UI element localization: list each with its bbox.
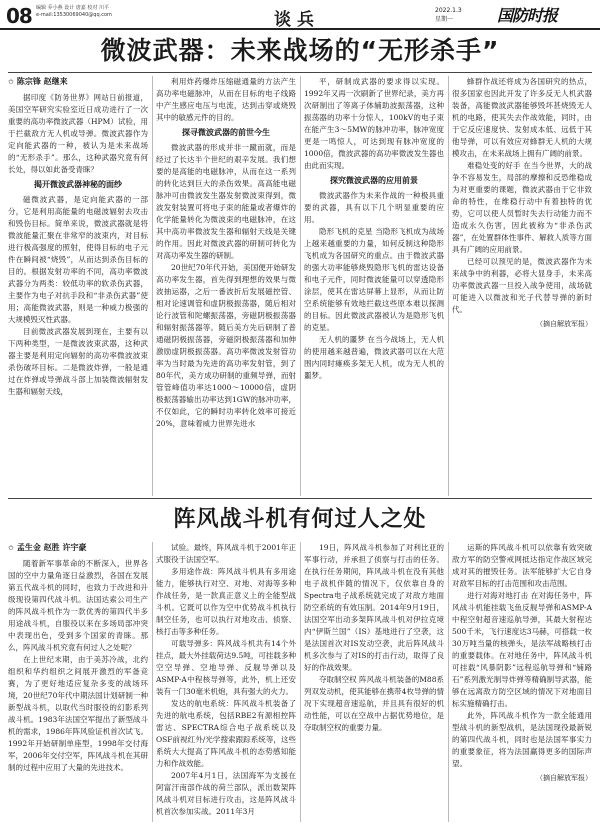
article1-headline: 微波武器：未来战场的“无形杀手” <box>100 36 500 65</box>
article1-col3 <box>304 76 444 496</box>
article1-subhead: 探究微波武器的应用前景 <box>330 176 418 185</box>
article1-paragraph: 微波武器的形成并非一蹴而就，而是经过了长达半个世纪的艰辛发展。我们想要的是高能的电磁脉冲，从而在这一系列的转化达到巨大的杀伤效果。高高能电磁脉冲可由微波发生器发射微波束得到，微波发射装置可将电子束的能量或者爆炸的化学能量转化为微波束的电磁脉冲，在这其中高功率微波发生器和辐射天线是关键的作用。因此对微波武器的研制可转化为对高功率发生器的研制。 <box>156 143 296 260</box>
divider <box>8 72 592 73</box>
article1-paragraph: 蜂群作战还将成为各国研究的热点，很多国家也因此开发了许多反无人机武器装备，高能微波武器能够毁坏甚烧毁无人机的电路，使其失去作战效能，同时，由于它反应速度快、发射成本低、远低于其他导弹，可以有效应对蜂群无人机的大规模攻击，在未来战场上拥有广阔的前景。 <box>452 77 592 158</box>
article1-paragraph: 微波武器作为未来作战的一种极具重要的武器，具有以下几个明显重要的应用。 <box>304 191 444 224</box>
newspaper-logo: 国防时报 <box>497 6 558 25</box>
section-title <box>274 5 320 30</box>
article1-paragraph: 难稳处变的好手 在当今世界，大的战争不容易发生，局部的摩擦和反恐维稳成为对更重要的课题，微波武器由于它非致命的特性，在维稳行动中有着独特的优势，它可以使人员暂时失去行动能力而不造成永久伤害，因此被称为“非杀伤武器”，在处置群体性事件、解救人质等方面具有广阔的应用前景。 <box>452 161 592 254</box>
column-divider <box>152 76 153 496</box>
article2-headline: 阵风战斗机有何过人之处 <box>173 507 427 532</box>
article2-byline: ✩ 孟生金 赵胜 许宇豪 <box>8 543 87 552</box>
article1-byline: ✩ 陈宗锋 赵继来 <box>8 77 68 86</box>
issue-date-block <box>435 6 462 24</box>
divider <box>8 498 592 499</box>
article1-paragraph: 目前微波武器发展到现在，主要有以下两种类型，一是微波波束武器，这种武器主要是利用定向辐射的高功率微波波束杀伤破坏目标。二是微波炸弹，一般是通过在炸弹或导弹战斗部上加装微波辐射发生器和辐射天线， <box>8 327 148 396</box>
star-icon: ✩ <box>8 544 14 552</box>
article2-paragraph: 试验。最终，阵风战斗机于2001年正式服役于法国空军。 <box>156 543 296 564</box>
column-divider <box>300 76 301 496</box>
editors-line: 编辑 乔小燕 设计 唐嘉 校对 川平 <box>36 5 109 11</box>
article1-col2 <box>156 76 296 496</box>
article2-col2 <box>156 542 296 822</box>
column-divider <box>448 542 449 822</box>
star-icon: ✩ <box>8 78 14 86</box>
article2-paragraph: 运斯的阵风战斗机可以依靠有效突破敌方军的防空警戒网抵达指定作战区域完成对其的摧毁任务。法军能够扩大它自身对敌军目标的打击范围和攻击范围。 <box>452 543 592 588</box>
article1-paragraph: 隐形飞机的克星 当隐形飞机成为战场上越来越重要的力量，如何反制这种隐形飞机成为各国研究的重点。由于微波武器的强大功率能够烧毁隐形飞机的雷达设备和电子元件，同时微波能量可以穿透隐形涂层，使其在雷达屏幕上显形，从而让防空系统能够有效地拦截这些原本难以探测的目标。因此微波武器被认为是隐形飞机的克星。 <box>304 227 444 332</box>
masthead <box>0 0 600 30</box>
article2-col3 <box>304 542 444 822</box>
column-divider <box>300 542 301 822</box>
article1-paragraph: 已经可以预见的是，微波武器作为未来战争中的利器，必将大显身手，未来高功率微波武器一旦投入战争使用，战场就可能进入以微波和光子代替导弹的新时代。 <box>452 257 592 314</box>
article2-paragraph: 2007年4月1日，法国海军为支援在阿富汗南部作战的荷兰部队，派出数架阵风战斗机对目标进行攻击，这是阵风战斗机首次参加实战。2011年3月 <box>156 771 296 816</box>
page-number: 08 <box>6 4 32 28</box>
issue-weekday: 星期一 <box>435 16 454 23</box>
article1-signature: （摘自解放军报） <box>536 320 592 328</box>
article2-paragraph: 多用途作战：阵风战斗机具有多用途能力，能够执行对空、对地、对海等多种作战任务，是一款真正意义上的全能型战斗机。它既可以作为空中优势战斗机执行制空任务，也可以执行对地攻击、侦察、核打击等多种任务。 <box>156 567 296 636</box>
article2-paragraph: 19日，阵风战斗机参加了对利比亚的军事行动，并承担了侦察与打击的任务。在执行任务期间，阵风战斗机在没有其他电子战机伴随的情况下，仅依靠自身的Spectra电子战系统就完成了对敌方地面防空系统的有效压制。2014年9月19日，法国空军出动多架阵风战斗机对伊拉克境内“伊斯兰国”（IS）基地进行了空袭，这是法国首次对IS发动空袭，此后阵风战斗机多次参与了对IS的打击行动，取得了良好的作战效果。 <box>304 543 444 672</box>
article2-col4 <box>452 542 592 822</box>
article2-col1 <box>8 542 148 822</box>
article1-paragraph: 据印度《防务世界》网站日前报道，美国空军研究实验室近日成功进行了一次重要的高功率微波武器（HPM）试验，用于拦截敌方无人机或导弹。微波武器作为定向能武器的一种，被认为是未来战场的“无形杀手”。那么，这种武器究竟有何长处，得以如此备受青睐？ <box>8 93 148 174</box>
article2-paragraph: 进行对海对地打击 在对海任务中，阵风战斗机能挂载飞鱼反舰导弹和ASMP-A中程空射超音速巡航导弹，其最大射程达500千米，飞行速度达3马赫，可搭载一枚30万吨当量的核弹头，是法军战略核打击的重要载体。在对地任务中，阵风战斗机可挂载“风暴阴影”远程巡航导弹和“铺路石”系列激光制导炸弹等精确制导武器，能够在远离敌方防空区域的情况下对地面目标实施精确打击。 <box>452 591 592 708</box>
article2-paragraph: 夺取制空权 阵风战斗机装备的M88系列双发动机，使其能够在携带4枚导弹的情况下实现超音速巡航，并且具有很好的机动性能，可以在空战中占据优势地位，是夺取制空权的重要力量。 <box>304 675 444 732</box>
article2-paragraph: 发达的航电系统：阵风战斗机装备了先进的航电系统，包括RBE2有源相控阵雷达、SPECTRA综合电子战系统以及OSF前视红外/光学搜索跟踪系统等，这些系统大大提高了阵风战斗机的态势感知能力和作战效能。 <box>156 699 296 768</box>
section-title-text: 谈兵 <box>274 10 320 30</box>
article1-paragraph: 20世纪70年代开始，美国便开始研发高功率发生器，首先得到理想的效果与微波抽运器，之后一番波折后发展磁控管、相对论速调管和虚阴极振荡器，随后相对论行波管和陀螺振荡器，旁磁阴极振荡器和辐射振荡器等。随后美方先后研制了普通磁阴极振荡器，旁磁阴极振荡器和加伸激励虚阴极振荡器。高功率微波发射管功率为当时最为先进的高功率发射管，到了80年代，美方成功研制的重频导弹，而射管管峰值功率达1000～10000倍，虚阴极振荡器输出功率达到1GW的脉冲功率，不仅如此，它的瞬时功率转化效率可接近20%，意味着威力世界先进水 <box>156 263 296 428</box>
issue-date: 2022.1.3 <box>435 7 462 14</box>
article2-paragraph: 此外，阵风战斗机作为一款全能通用型战斗机的新型战机，是法国现役最新锐的第四代战斗机，同时也是法国军事实力的重要象征，将为法国赢得更多的国际声望。 <box>452 711 592 768</box>
article1-paragraph: 无人机的噩梦 在当今战场上，无人机的使用越来越普遍，微波武器可以在大范围内同时瘫痪多架无人机，成为无人机的噩梦。 <box>304 335 444 380</box>
article2-paragraph: 随着新军事革命的不断深入，世界各国的空中力量角逐日益激烈，各国在发展第五代战斗机的同时，也致力于改进和升级现役第四代战斗机。法国达索公司生产的阵风战斗机作为一款优秀的第四代半多用途战斗机，自服役以来在多场局部冲突中表现出色，受到多个国家的青睐。那么，阵风战斗机究竟有何过人之处呢？ <box>8 559 148 652</box>
article2-paragraph: 可载导弹多：阵风战斗机共有14个外挂点，最大外挂载荷达9.5吨，可挂载多种空空导弹、空地导弹、反舰导弹以及ASMP-A中程核导弹等，此外，机上还安装有一门30毫米机炮，具有强大的火力。 <box>156 639 296 696</box>
editor-email: e-mail:13530069040@qq.com <box>36 12 112 18</box>
article1-paragraph: 平，研制成武器的要求得以实现。1992年又再一次刷新了世界纪录，美方再次研制出了等离子体辅助波振荡器，这种振荡器的功率十分惊人，100kV的电子束在能产生3～5MW的脉冲功率，脉冲宽度更是一鸣惊人，可达到现有脉冲宽度的1000倍，微波武器的高功率微波发生器也由此而实现。 <box>304 77 444 170</box>
editors-credit <box>36 5 186 19</box>
article1-col1 <box>8 76 148 496</box>
article1-paragraph: 利用炸药爆炸压缩磁通量的方法产生高功率电磁脉冲，从而在目标的电子线路中产生感应电压与电流，达到击穿或烧毁其中的敏感元件的目的。 <box>156 77 296 122</box>
article1-subhead: 探寻微波武器的前世今生 <box>182 128 270 137</box>
column-divider <box>448 76 449 496</box>
article1-paragraph: 磁微波武器，是定向能武器的一部分，它是利用高能量的电磁波辐射去攻击和毁伤目标。简单来说，微波武器就是将微波能量汇聚在非常窄的波束内，对目标进行极高强度的照射，使得目标的电子元件在瞬间被“烧毁”，从而达到杀伤目标的目的。根据发射功率的不同，高功率微波武器分为两类：较低功率的软杀伤武器，主要作为电子对抗手段和“非杀伤武器”使用；高能微波武器，则是一种威力极强的大规模毁灭性武器。 <box>8 195 148 324</box>
article2-signature: （摘自解放军报） <box>536 774 592 782</box>
article2-paragraph: 在上世纪末期，由于美苏冷战，北约组织和华约组织之间展开激烈的军备竞赛，为了更好地适应复杂多变的战场环境，20世纪70年代中期法国计划研制一种新型战斗机，以取代当时服役的幻影系列战斗机。1983年法国空军提出了新型战斗机的需求，1986年阵风验证机首次试飞。1992年开始研制单座型，1998年交付海军，2006年交付空军，阵风战斗机在其研制的过程中应用了大量的先进技术。 <box>8 655 148 772</box>
article1-col4 <box>452 76 592 496</box>
article1-subhead: 揭开微波武器神秘的面纱 <box>34 180 122 189</box>
column-divider <box>152 542 153 822</box>
